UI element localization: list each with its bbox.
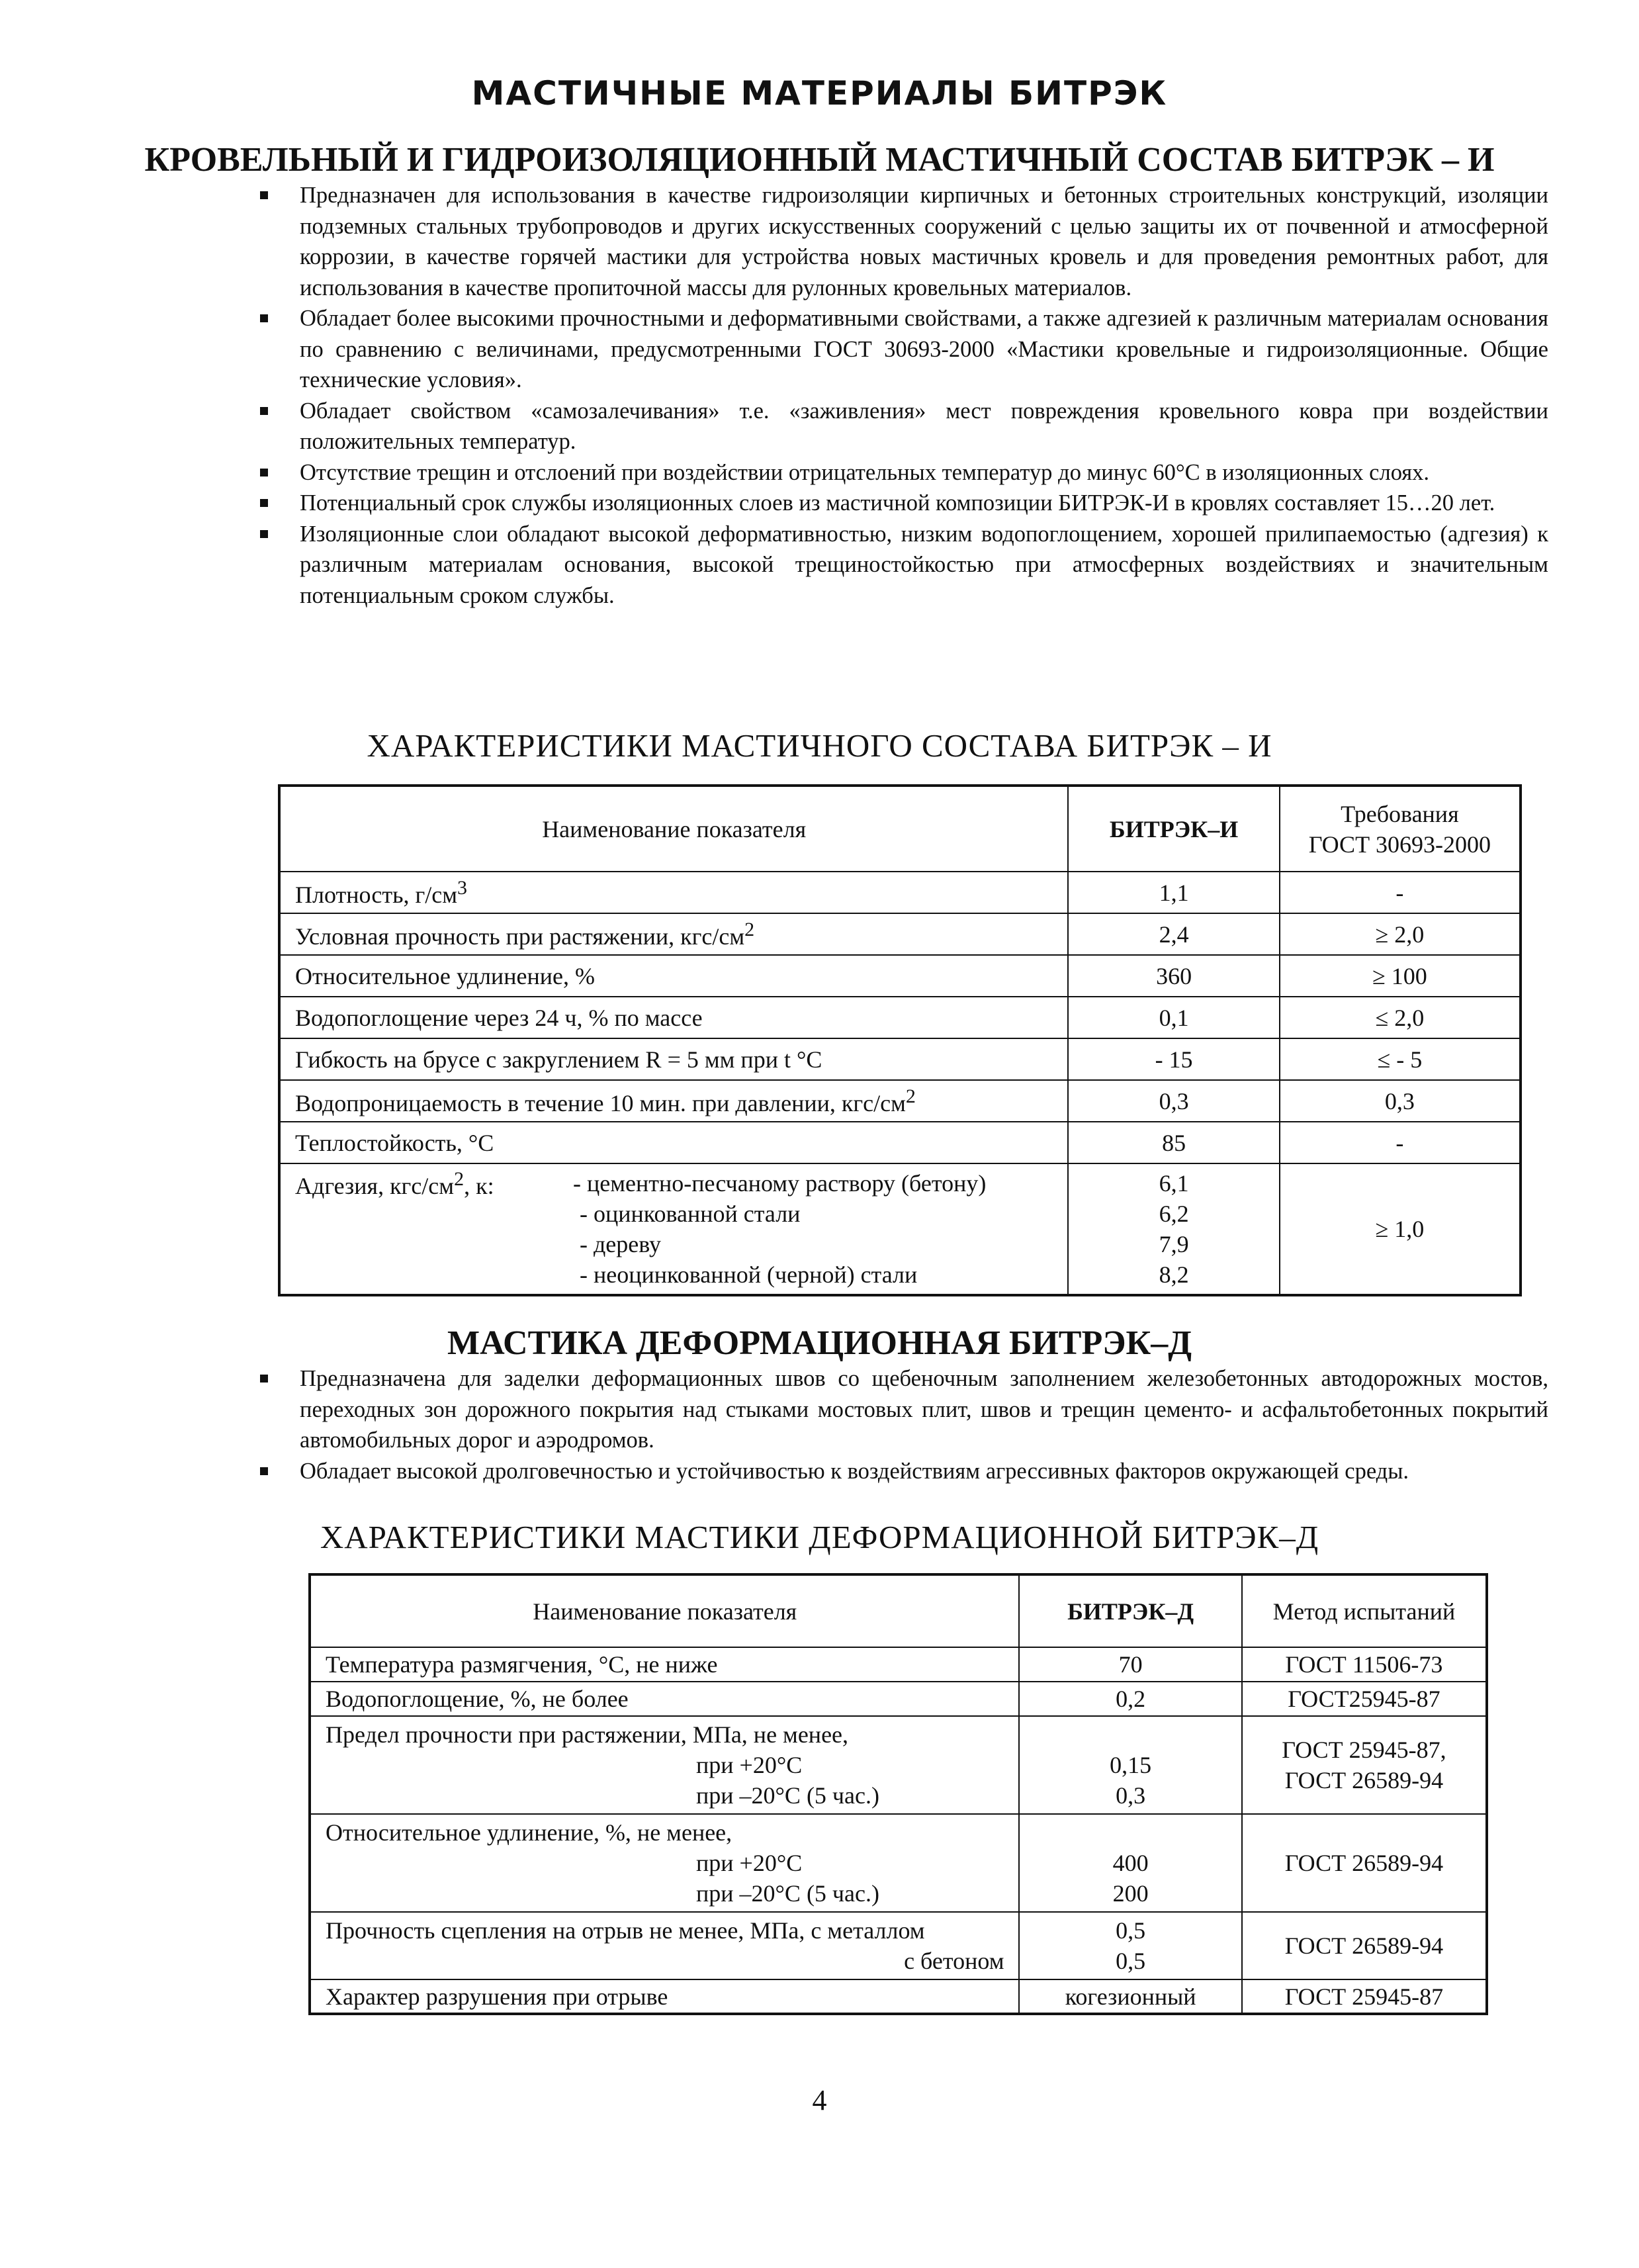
table-header-row: [279, 786, 1521, 872]
list-item: Обладает высокой дролговечностью и устойчивостью к воздействиям агрессивных факторов окружающей среды.: [255, 1456, 1548, 1487]
table-row: Теплостойкость, °С 85 -: [279, 1122, 1521, 1163]
square-bullet-icon: [260, 530, 268, 538]
list-item: Предназначен для использования в качестве гидроизоляции кирпичных и бетонных строительных конструкций, изоляции подземных стальных трубопроводов и других искусственных сооружений с целью защиты их от почвенной и атмосферной коррозии, в качестве горячей мастики для устройства новых мастичных кровель и для проведения ремонтных работ, для использования в качестве пропиточной массы для рулонных кровельных материалов.: [255, 180, 1548, 303]
page-number: 4: [812, 2084, 827, 2116]
table-header-row: [310, 1574, 1487, 1647]
section2-heading: МАСТИКА ДЕФОРМАЦИОННАЯ БИТРЭК–Д: [447, 1324, 1192, 1362]
table-row: Гибкость на брусе с закруглением R = 5 мм при t °С - 15 ≤ - 5: [279, 1038, 1521, 1080]
col-header-requirements: Требования ГОСТ 30693-2000: [1280, 786, 1521, 872]
square-bullet-icon: [260, 314, 268, 322]
section2-bullet-list: [255, 1363, 1548, 1486]
col-header-name: Наименование показателя: [279, 786, 1068, 872]
square-bullet-icon: [260, 499, 268, 507]
bitrek-i-table: [278, 784, 1522, 1296]
table-row: Предел прочности при растяжении, МПа, не менее, при +20°С при –20°С (5 час.) 0,15 0,3 ГОСТ 25945-87, ГОСТ 26589-94: [310, 1716, 1487, 1814]
square-bullet-icon: [260, 469, 268, 476]
page-title: МАСТИЧНЫЕ МАТЕРИАЛЫ БИТРЭК: [471, 74, 1168, 113]
list-item: Отсутствие трещин и отслоений при воздействии отрицательных температур до минус 60°С в изоляционных слоях.: [255, 457, 1548, 488]
table-row: Водопроницаемость в течение 10 мин. при давлении, кгс/$см^2$ 0,3 0,3: [279, 1080, 1521, 1122]
bitrek-d-table: [308, 1573, 1488, 2015]
section1-table-title: ХАРАКТЕРИСТИКИ МАСТИЧНОГО СОСТАВА БИТРЭК – И: [367, 727, 1272, 764]
table-row: Характер разрушения при отрыве когезионный ГОСТ 25945-87: [310, 1979, 1487, 2014]
square-bullet-icon: [260, 191, 268, 199]
table-row: Температура размягчения, °С, не ниже 70 ГОСТ 11506-73: [310, 1647, 1487, 1682]
table-row: Относительное удлинение, % 360 ≥ 100: [279, 955, 1521, 997]
table-row-adhesion: Адгезия, кгс/$см^2$, к: - цементно-песчаному раствору (бетону) - оцинкованной стали - дереву - неоцинкованной (черной) стали 6,1 6,2 7,9 8,2 ≥ 1,0: [279, 1163, 1521, 1295]
list-item: Обладает более высокими прочностными и деформативными свойствами, а также адгезией к различным материалам основания по сравнению с величинами, предусмотренными ГОСТ 30693-2000 «Мастики кровельные и гидроизоляционные. Общие технические условия».: [255, 303, 1548, 396]
list-item: Обладает свойством «самозалечивания» т.е. «заживления» мест повреждения кровельного ковра при воздействии положительных температур.: [255, 396, 1548, 457]
section1-heading: КРОВЕЛЬНЫЙ И ГИДРОИЗОЛЯЦИОННЫЙ МАСТИЧНЫЙ СОСТАВ БИТРЭК – И: [144, 141, 1495, 179]
table-row: Условная прочность при растяжении, кгс/$см^2$ 2,4 ≥ 2,0: [279, 913, 1521, 955]
table-row: Плотность, $г/см^3$ 1,1 -: [279, 872, 1521, 913]
square-bullet-icon: [260, 1375, 268, 1383]
square-bullet-icon: [260, 407, 268, 415]
table-row: Водопоглощение, %, не более 0,2 ГОСТ25945-87: [310, 1682, 1487, 1716]
table-row: Прочность сцепления на отрыв не менее, МПа, с металлом с бетоном 0,5 0,5 ГОСТ 26589-94: [310, 1912, 1487, 1979]
col-header-name: Наименование показателя: [310, 1574, 1019, 1647]
list-item: Потенциальный срок службы изоляционных слоев из мастичной композиции БИТРЭК-И в кровлях составляет 15…20 лет.: [255, 488, 1548, 519]
table-row: Водопоглощение через 24 ч, % по массе 0,1 ≤ 2,0: [279, 997, 1521, 1038]
col-header-bitrek-d: БИТРЭК–Д: [1019, 1574, 1241, 1647]
square-bullet-icon: [260, 1467, 268, 1475]
table-row: Относительное удлинение, %, не менее, при +20°С при –20°С (5 час.) 400 200 ГОСТ 26589-94: [310, 1814, 1487, 1912]
list-item: Изоляционные слои обладают высокой деформативностью, низким водопоглощением, хорошей прилипаемостью (адгезия) к различным материалам основания, высокой трещиностойкостью при атмосферных воздействиях и значительным потенциальным сроком службы.: [255, 519, 1548, 612]
col-header-bitrek-i: БИТРЭК–И: [1068, 786, 1279, 872]
list-item: Предназначена для заделки деформационных швов со щебеночным заполнением железобетонных автодорожных мостов, переходных зон дорожного покрытия над стыками мостовых плит, швов и трещин цементо- и асфальтобетонных покрытий автомобильных дорог и аэродромов.: [255, 1363, 1548, 1456]
section2-table-title: ХАРАКТЕРИСТИКИ МАСТИКИ ДЕФОРМАЦИОННОЙ БИТРЭК–Д: [320, 1519, 1319, 1555]
col-header-method: Метод испытаний: [1242, 1574, 1487, 1647]
section1-bullet-list: [255, 180, 1548, 611]
